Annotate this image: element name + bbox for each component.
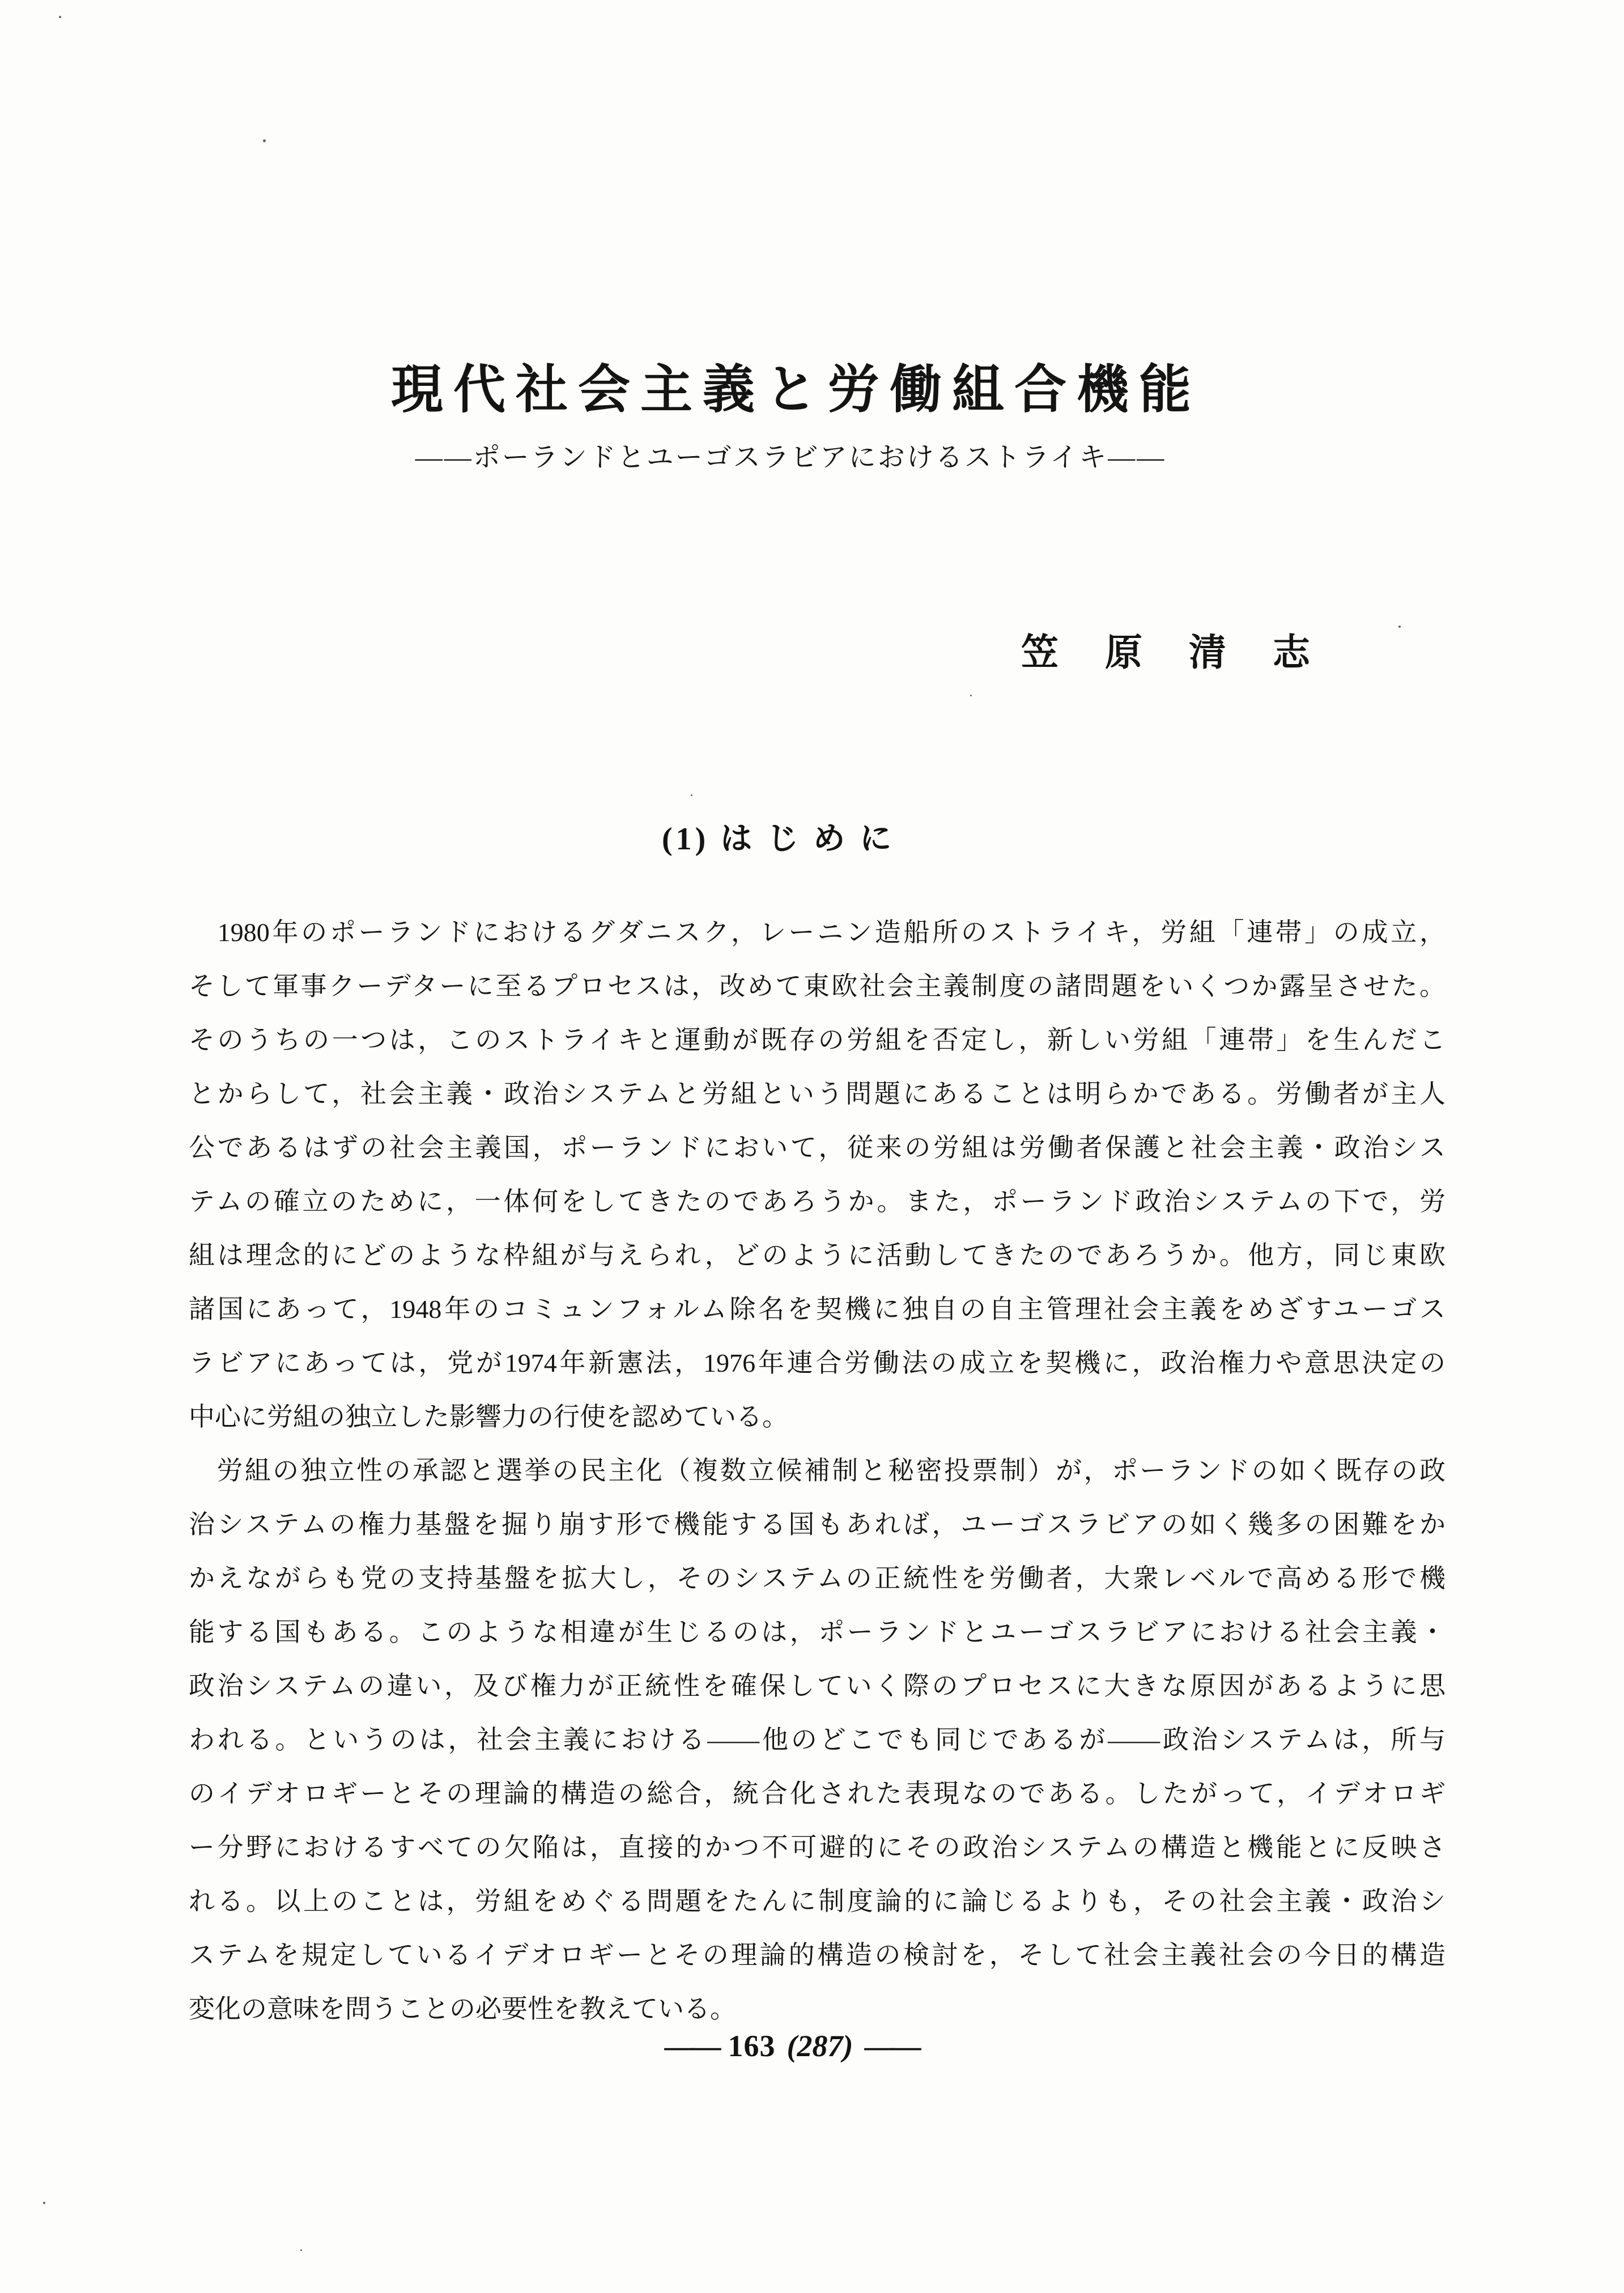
scan-speck	[691, 794, 692, 796]
page-number-secondary: (287)	[787, 2029, 853, 2063]
page-number: 163	[728, 2029, 776, 2063]
text-line: テムの確立のために，一体何をしてきたのであろうか。また，ポーランド政治システムの下で，労	[189, 1187, 1446, 1216]
text-line: ステムを規定しているイデオロギーとその理論的構造の検討を，そして社会主義社会の今日的構造	[189, 1941, 1446, 1969]
section-heading-introduction: (1) は じ め に	[662, 822, 895, 857]
footer-right-rule: ――	[864, 2029, 917, 2063]
paper-title: 現代社会主義と労働組合機能	[390, 361, 1201, 419]
text-line: そのうちの一つは，このストライキと運動が既存の労組を否定し，新しい労組「連帯」を生んだこ	[189, 1026, 1446, 1054]
text-line: ー分野におけるすべての欠陥は，直接的かつ不可避的にその政治システムの構造と機能とに反映さ	[189, 1833, 1446, 1862]
body-text	[189, 905, 1446, 2036]
text-line: 諸国にあって，1948年のコミュンフォルム除名を契機に独自の自主管理社会主義をめざすユーゴス	[189, 1295, 1446, 1324]
text-line: 能する国もある。このような相違が生じるのは，ポーランドとユーゴスラビアにおける社会主義・	[189, 1618, 1446, 1647]
scan-speck	[970, 695, 972, 696]
text-line: 組は理念的にどのような枠組が与えられ，どのように活動してきたのであろうか。他方，同じ東欧	[189, 1241, 1446, 1270]
text-line: とからして，社会主義・政治システムと労組という問題にあることは明らかである。労働者が主人	[189, 1079, 1446, 1108]
paper-subtitle: ――ポーランドとユーゴスラビアにおけるストライキ――	[415, 443, 1166, 473]
text-line: ラビアにあっては，党が1974年新憲法，1976年連合労働法の成立を契機に，政治権力や意思決定の	[189, 1348, 1446, 1377]
scan-speck	[1398, 626, 1401, 628]
footer-left-rule: ――	[664, 2029, 717, 2063]
text-line: 労組の独立性の承認と選挙の民主化（複数立候補制と秘密投票制）が，ポーランドの如く既存の政	[189, 1456, 1446, 1485]
text-line: かえながらも党の支持基盤を拡大し，そのシステムの正統性を労働者，大衆レベルで高める形で機	[189, 1564, 1446, 1593]
text-line: そして軍事クーデターに至るプロセスは，改めて東欧社会主義制度の諸問題をいくつか露呈させた。	[189, 972, 1446, 1001]
text-line: 治システムの権力基盤を掘り崩す形で機能する国もあれば，ユーゴスラビアの如く幾多の困難をか	[189, 1510, 1446, 1539]
text-line: 変化の意味を問うことの必要性を教えている。	[189, 1994, 736, 2023]
text-line: れる。以上のことは，労組をめぐる問題をたんに制度論的に論じるよりも，その社会主義・政治シ	[189, 1887, 1446, 1916]
scan-speck	[43, 2202, 45, 2204]
page-footer	[0, 2031, 1581, 2061]
text-line: 公であるはずの社会主義国，ポーランドにおいて，従来の労組は労働者保護と社会主義・政治シス	[189, 1133, 1446, 1162]
text-line: 中心に労組の独立した影響力の行使を認めている。	[189, 1402, 788, 1431]
scan-speck	[59, 16, 61, 18]
text-line: のイデオロギーとその理論的構造の総合，統合化された表現なのである。したがって，イデオロギ	[189, 1779, 1446, 1808]
text-line: われる。というのは，社会主義における――他のどこでも同じであるが――政治システムは，所与	[189, 1725, 1446, 1754]
scan-speck	[263, 139, 266, 142]
scan-speck	[300, 2249, 302, 2251]
author-name: 笠 原 清 志	[1021, 632, 1315, 674]
text-line: 政治システムの違い，及び権力が正統性を確保していく際のプロセスに大きな原因があるように思	[189, 1671, 1446, 1700]
paragraph-2	[189, 1444, 1446, 2036]
paragraph-1	[189, 905, 1446, 1444]
text-line: 1980年のポーランドにおけるグダニスク，レーニン造船所のストライキ，労組「連帯」の成立，	[189, 918, 1446, 947]
